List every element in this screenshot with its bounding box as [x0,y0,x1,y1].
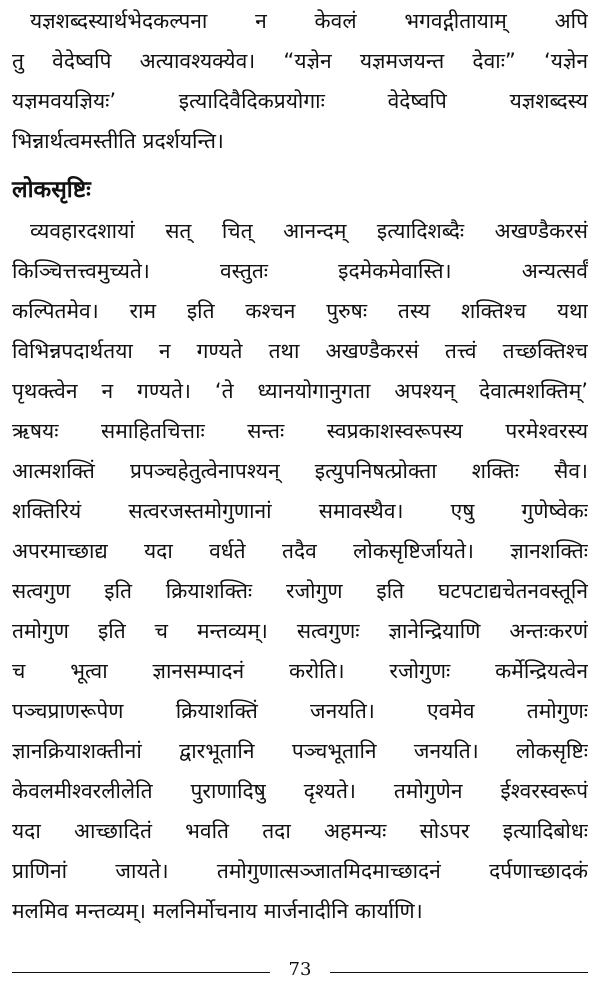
paragraph-2-line-18: मलमिव मन्तव्यम्। मलनिर्मोचनाय मार्जनादीनि कार्याणि। [12,899,423,923]
paragraph-1-line-2: तु वेदेष्वपि अत्यावश्यक्येव। “यज्ञेन यज्ञमजयन्त देवाः” ‘यज्ञेन [12,49,588,73]
paragraph-2-line-13: पञ्चप्राणरूपेण क्रियाशक्तिं जनयति। एवमेव तमोगुणः [12,699,588,723]
paragraph-2-line-4: विभिन्नपदार्थतया न गण्यते तथा अखण्डैकरसं तत्त्वं तच्छक्तिश्च [12,339,588,363]
paragraph-2-line-2: किञ्चित्तत्त्वमुच्यते। वस्तुतः इदमेकमेवास्ति। अन्यत्सर्वं [12,259,588,283]
paragraph-1-line-3: यज्ञमवयज्ञियः’ इत्यादिवैदिकप्रयोगाः वेदेष्वपि यज्ञशब्दस्य [12,89,588,113]
paragraph-2-line-9: अपरमाच्छाद्य यदा वर्धते तदैव लोकसृष्टिर्जायते। ज्ञानशक्तिः [12,539,588,563]
page-footer [12,958,588,982]
paragraph-1-line-4: भिन्नार्थत्वमस्तीति प्रदर्शयन्ति। [12,129,224,153]
paragraph-2-line-3: कल्पितमेव। राम इति कश्चन पुरुषः तस्य शक्तिश्च यथा [12,299,588,323]
paragraph-2-line-11: तमोगुण इति च मन्तव्यम्। सत्वगुणः ज्ञानेन्द्रियाणि अन्तःकरणं [12,619,588,643]
page-number: 73 [288,959,312,980]
footer-rule-right [330,972,588,973]
paragraph-2-line-14: ज्ञानक्रियाशक्तीनां द्वारभूतानि पञ्चभूतानि जनयति। लोकसृष्टिः [12,739,588,763]
paragraph-2-line-6: ऋषयः समाहितचित्ताः सन्तः स्वप्रकाशस्वरूपस्य परमेश्वरस्य [12,419,588,443]
paragraph-2-line-7: आत्मशक्तिं प्रपञ्चहेतुत्वेनापश्यन् इत्युपनिषत्प्रोक्ता शक्तिः सैव। [12,459,588,483]
paragraph-2-line-8: शक्तिरियं सत्वरजस्तमोगुणानां समावस्थैव। एषु गुणेष्वेकः [12,499,588,523]
paragraph-2-line-5: पृथक्त्वेन न गण्यते। ‘ते ध्यानयोगानुगता अपश्यन् देवात्मशक्तिम्’ [12,379,588,403]
paragraph-2-line-10: सत्वगुण इति क्रियाशक्तिः रजोगुण इति घटपटाद्यचेतनवस्तूनि [12,579,588,603]
section-heading: लोकसृष्टिः [12,177,91,203]
paragraph-2-line-17: प्राणिनां जायते। तमोगुणात्सञ्जातमिदमाच्छादनं दर्पणाच्छादकं [12,859,588,883]
paragraph-2-line-12: च भूत्वा ज्ञानसम्पादनं करोति। रजोगुणः कर्मेन्द्रियत्वेन [12,659,588,683]
paragraph-2-line-15: केवलमीश्वरलीलेति पुराणादिषु दृश्यते। तमोगुणेन ईश्वरस्वरूपं [12,779,588,803]
footer-rule-left [12,972,270,973]
paragraph-2-line-16: यदा आच्छादितं भवति तदा अहमन्यः सोऽपर इत्यादिबोधः [12,819,588,843]
paragraph-1-line-1: यज्ञशब्दस्यार्थभेदकल्पना न केवलं भगवद्गीतायाम् अपि [30,9,588,33]
paragraph-2-line-1: व्यवहारदशायां सत् चित् आनन्दम् इत्यादिशब्दैः अखण्डैकरसं [30,219,588,243]
